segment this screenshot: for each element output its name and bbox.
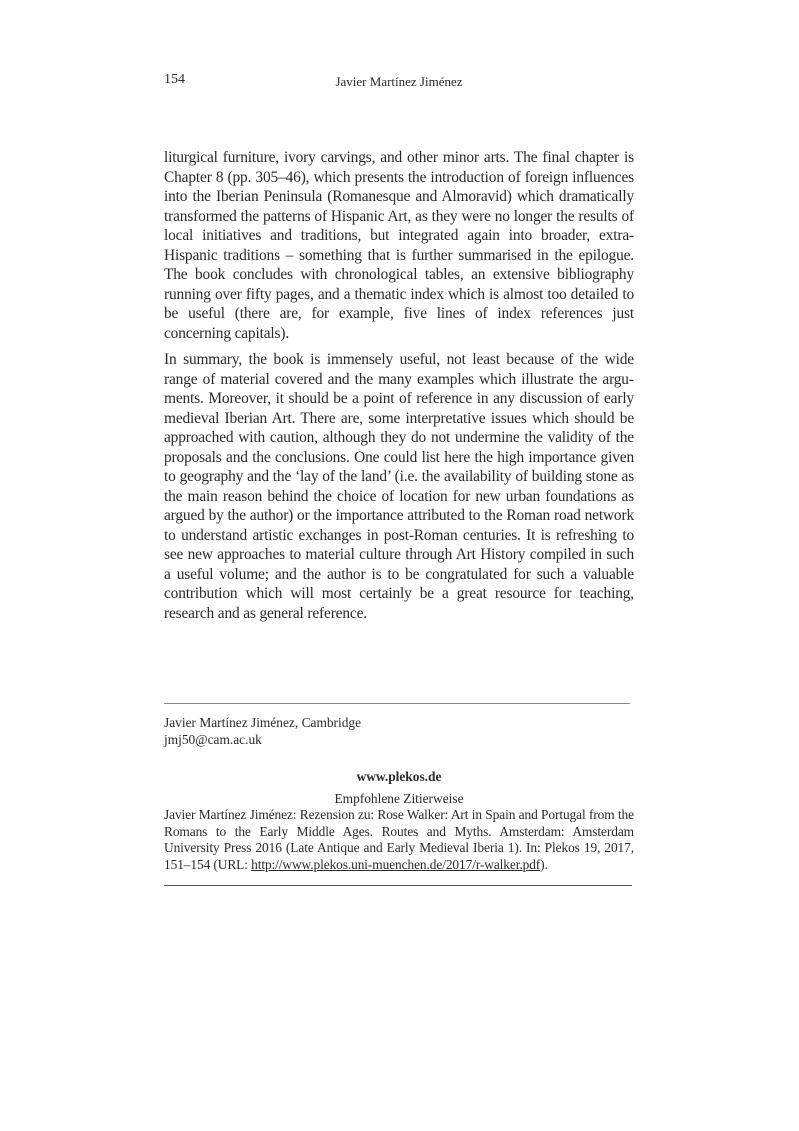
body-paragraph: liturgical furniture, ivory carvings, and other minor arts. The final chapter is Chapter 8 (pp. 305–46), which presents the introduction of foreign influences into the Iberian Peninsula (Romanesque and Almoravid) which dramatically transformed the patterns of Hispanic Art, as they were no longer the results of local initiatives and traditions, but integrated again into broader, extra-Hispanic traditions – something that is further summarised in the epilogue. The book concludes with chronological tables, an extensive bibliography running over fifty pages, and a thematic index which is almost too detailed to be useful (there are, for example, five lines of index references just concerning capitals). (164, 149, 634, 342)
reviewer-signature (164, 714, 361, 748)
site-link[interactable]: www.plekos.de (356, 769, 442, 784)
footer-rule (164, 885, 632, 886)
citation-footer (164, 769, 634, 874)
reviewer-name: Javier Martínez Jiménez, Cambridge (164, 715, 362, 730)
citation-heading: Empfohlene Zitierweise (334, 790, 464, 806)
citation-end: ). (540, 856, 548, 872)
footnote-rule (164, 703, 630, 704)
citation-body: Javier Martínez Jiménez: Rezension zu: Rose Walker: Art in Spain and Portugal from the Romans to the Early Middle Ages. Routes and Myths. Amsterdam: Amsterdam University Press 2016 (Late Antique and Early Medieval Iberia 1). In: Plekos 19, 2017, 151–154 (URL: (164, 807, 634, 872)
reviewer-email[interactable]: jmj50@cam.ac.uk (164, 732, 262, 747)
citation-url-link[interactable]: http://www.plekos.uni-muenchen.de/2017/r-walker.pdf (251, 856, 541, 872)
body-paragraph: In summary, the book is immensely useful, not least because of the wide range of material covered and the many examples which illustrate the arguments. Moreover, it should be a point of reference in any discussion of early medieval Iberian Art. There are, some interpretative issues which should be approached with caution, although they do not undermine the validity of the proposals and the conclusions. One could list here the high importance given to geography and the ‘lay of the land’ (i.e. the availability of building stone as the main reason behind the choice of location for new urban foundations as argued by the author) or the importance attributed to the Roman road network to understand artistic exchanges in post-Roman centuries. It is refreshing to see new approaches to material culture through Art History compiled in such a useful volume; and the author is to be congratulated for such a valuable contribution which will most certainly be a great resource for teaching, research and as general reference. (164, 351, 634, 622)
running-head: Javier Martínez Jiménez (335, 74, 463, 89)
citation-text (164, 807, 634, 873)
review-body (164, 148, 634, 630)
page-number: 154 (164, 72, 185, 87)
